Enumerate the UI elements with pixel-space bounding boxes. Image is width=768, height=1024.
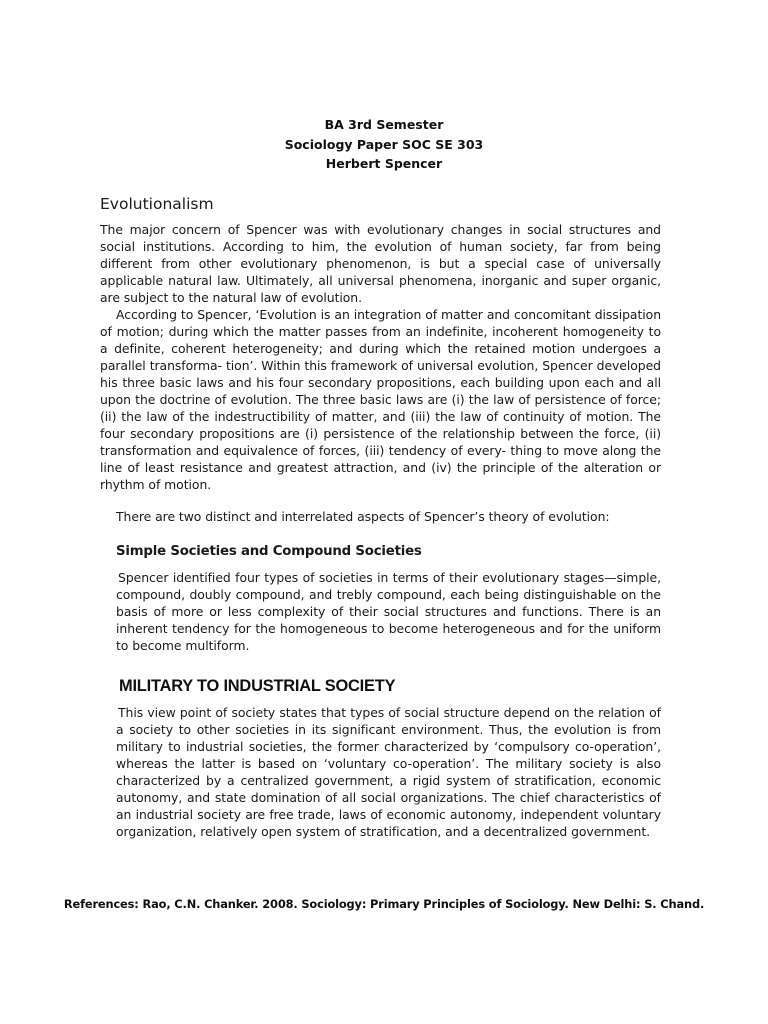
- simple-societies-heading: Simple Societies and Compound Societies: [116, 544, 422, 559]
- paper-title: Sociology Paper SOC SE 303: [284, 136, 484, 152]
- evolutionalism-paragraph-2: According to Spencer, ‘Evolution is an integration of matter and concomitant dissipation of motion; during which the matter passes from an indefinite, incoherent homogeneity to a definite, coherent heterogeneity; and during which the retained motion undergoes a parallel transforma- tion’. Within this framework of universal evolution, Spencer developed his three basic laws and his four secondary propositions, each building upon each and all upon the doctrine of evolution. The three basic laws are (i) the law of persistence of force; (ii) the law of the indestructibility of matter, and (iii) the law of continuity of motion. The four secondary propositions are (i) persistence of the relationship between the force, (ii) transformation and equivalence of forces, (iii) tendency of every- thing to move along the line of least resistance and greatest attraction, and (iv) the principle of the alteration or rhythm of motion.: [100, 307, 661, 492]
- simple-societies-paragraph: Spencer identified four types of societies in terms of their evolutionary stages—simple, compound, doubly compound, and trebly compound, each being distinguishable on the basis of more or less complexity of their social structures and functions. There is an inherent tendency for the homogeneous to become heterogeneous and for the uniform to become multiform.: [116, 570, 661, 653]
- evolutionalism-heading: Evolutionalism: [100, 195, 214, 213]
- document-header: [0, 115, 768, 174]
- evolutionalism-paragraph-1: The major concern of Spencer was with evolutionary changes in social structures and social institutions. According to him, the evolution of human society, far from being different from other evolutionary phenomenon, is but a special case of universally applicable natural law. Ultimately, all universal phenomena, inorganic and super organic, are subject to the natural law of evolution.: [100, 222, 661, 305]
- references-line: References: Rao, C.N. Chanker. 2008. Sociology: Primary Principles of Sociology. New Delhi: S. Chand.: [63, 897, 705, 911]
- semester-title: BA 3rd Semester: [324, 117, 444, 132]
- military-industrial-heading: MILITARY TO INDUSTRIAL SOCIETY: [119, 677, 396, 695]
- military-industrial-paragraph: This view point of society states that types of social structure depend on the relation of a society to other societies in its significant environment. Thus, the evolution is from military to industrial societies, the former characterized by ‘compulsory co-operation’, whereas the latter is based on ‘voluntary co-operation’. The military society is also characterized by a centralized government, a rigid system of stratification, economic autonomy, and state domination of all social organizations. The chief characteristics of an industrial society are free trade, laws of economic autonomy, independent voluntary organization, relatively open system of stratification, and a decentralized government.: [116, 705, 661, 839]
- author-title: Herbert Spencer: [325, 156, 443, 171]
- evolutionalism-paragraph-3: There are two distinct and interrelated aspects of Spencer’s theory of evolution:: [116, 509, 610, 524]
